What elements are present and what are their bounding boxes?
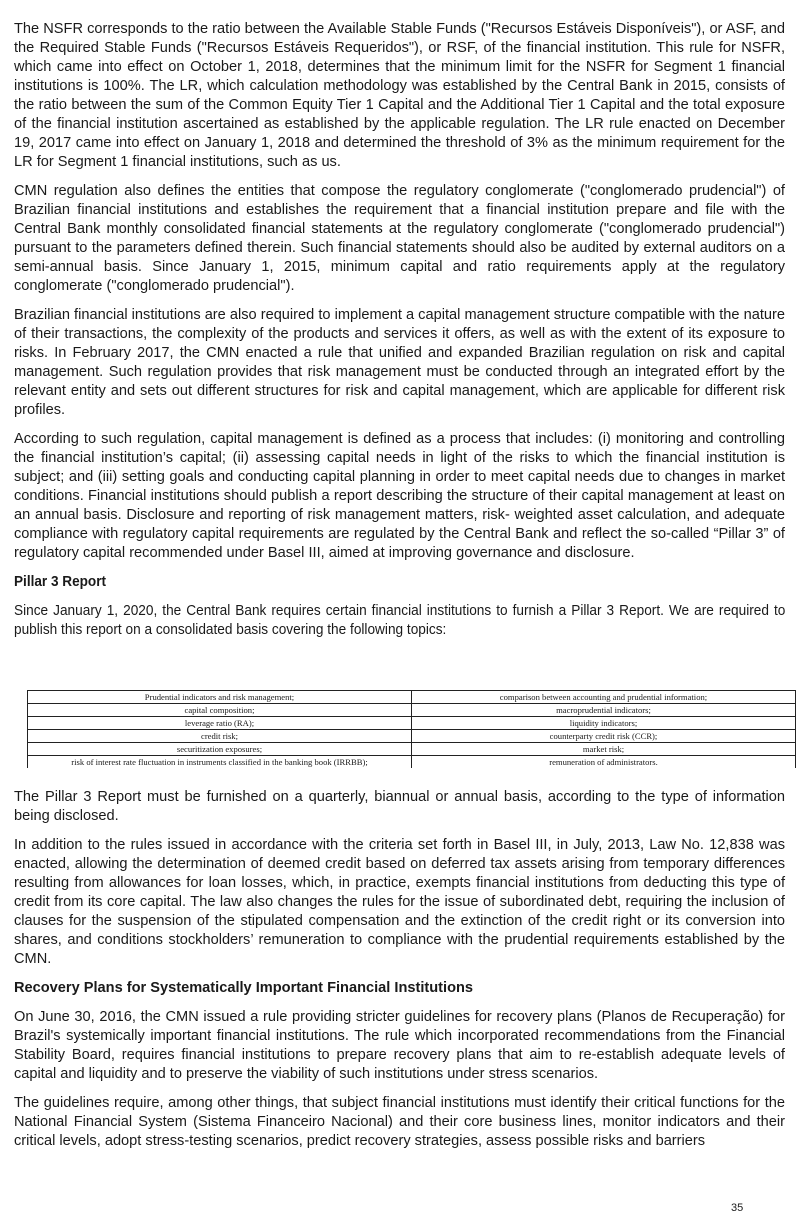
page-number: 35 bbox=[731, 1202, 744, 1214]
table-cell: counterparty credit risk (CCR); bbox=[412, 730, 796, 743]
paragraph-pillar3-intro: Since January 1, 2020, the Central Bank requires certain financial institutions to furnish a Pillar 3 Report. We are required to publish this report on a consolidated basis covering the following topics: bbox=[14, 603, 786, 638]
table-row bbox=[28, 691, 796, 704]
table-cell: remuneration of administrators. bbox=[412, 756, 796, 769]
table-cell: comparison between accounting and prudential information; bbox=[412, 691, 796, 704]
table-cell: Prudential indicators and risk management; bbox=[28, 691, 412, 704]
paragraph-recovery-plans-rule: On June 30, 2016, the CMN issued a rule providing stricter guidelines for recovery plans (Planos de Recuperação) for Brazil's systemically important financial institutions. The rule which incorporated recommendations from the Financial Stability Board, requires financial institutions to prepare recovery plans that aim to re-establish adequate levels of capital and liquidity and to preserve the viability of such institutions under stress scenarios. bbox=[14, 1009, 785, 1082]
table-row bbox=[28, 704, 796, 717]
paragraph-recovery-guidelines: The guidelines require, among other things, that subject financial institutions must identify their critical functions for the National Financial System (Sistema Financeiro Nacional) and their core business lines, monitor indicators and their critical levels, adopt stress-testing scenarios, predict recovery strategies, assess possible risks and barriers bbox=[14, 1095, 785, 1149]
document-page-continued bbox=[14, 788, 785, 1151]
paragraph-capital-management-structure: Brazilian financial institutions are also required to implement a capital management structure compatible with the nature of their transactions, the complexity of the products and services it offers, as well as with the extent of its exposure to risks. In February 2017, the CMN enacted a rule that unified and expanded Brazilian regulation on risk and capital management. Such regulation provides that risk management must be conducted through an integrated effort by the relevant entity and sets out different structures for risk and capital management, which are applicable for different risk profiles. bbox=[14, 307, 785, 418]
table-cell: credit risk; bbox=[28, 730, 412, 743]
pillar3-topics-table bbox=[27, 690, 796, 768]
table-cell: capital composition; bbox=[28, 704, 412, 717]
table-cell: liquidity indicators; bbox=[412, 717, 796, 730]
paragraph-nsfr-lr: The NSFR corresponds to the ratio between the Available Stable Funds ("Recursos Estáveis Disponíveis"), or ASF, and the Required Stable Funds ("Recursos Estáveis Requeridos"), or RSF, of the financial institution. This rule for NSFR, which came into effect on October 1, 2018, determines that the minimum limit for the NSFR for Segment 1 financial institutions is 100%. The LR, which calculation methodology was established by the Central Bank in 2015, consists of the ratio between the sum of the Common Equity Tier 1 Capital and the Additional Tier 1 Capital and the total exposure of the financial institution ascertained as established by the applicable regulation. The LR rule enacted on December 19, 2017 came into effect on January 1, 2018 and determined the threshold of 3% as the minimum requirement for the LR for Segment 1 financial institutions, such as us. bbox=[14, 21, 785, 170]
table-row bbox=[28, 743, 796, 756]
paragraph-law-12838: In addition to the rules issued in accordance with the criteria set forth in Basel III, in July, 2013, Law No. 12,838 was enacted, allowing the determination of deemed credit based on deferred tax assets arising from temporary differences resulting from allowances for loan losses, which, in practice, exempts financial institutions from deducting this type of credit from its core capital. The law also changes the rules for the issue of subordinated debt, requiring the inclusion of clauses for the suspension of the stipulated compensation and the extinction of the credit right or its conversion into shares, and conditions stockholders’ remuneration to compliance with the prudential requirements established by the CMN. bbox=[14, 837, 785, 967]
paragraph-capital-management-process: According to such regulation, capital management is defined as a process that includes: (i) monitoring and controlling the financial institution’s capital; (ii) assessing capital needs in light of the risks to which the financial institution is subject; and (iii) setting goals and conducting capital planning in order to meet capital needs due to changes in market conditions. Financial institutions should publish a report describing the structure of their capital management at least on an annual basis. Disclosure and reporting of risk management matters, risk- weighted asset calculation, and adequate compliance with regulatory capital requirements are regulated by the Central Bank and reflect the so-called “Pillar 3” of regulatory capital recommended under Basel III, aimed at improving governance and disclosure. bbox=[14, 431, 785, 561]
paragraph-regulatory-conglomerate: CMN regulation also defines the entities that compose the regulatory conglomerate ("conglomerado prudencial") of Brazilian financial institutions and establishes the requirement that a financial institution prepare and file with the Central Bank monthly consolidated financial statements at the regulatory conglomerate ("conglomerado prudencial") pursuant to the parameters defined therein. Such financial statements should also be audited by external auditors on a semi-annual basis. Since January 1, 2015, minimum capital and ratio requirements apply at the regulatory conglomerate ("conglomerado prudencial"). bbox=[14, 183, 785, 294]
table-row bbox=[28, 730, 796, 743]
heading-pillar3-report: Pillar 3 Report bbox=[14, 574, 107, 590]
table-cell: market risk; bbox=[412, 743, 796, 756]
table-row bbox=[28, 756, 796, 769]
table-row bbox=[28, 717, 796, 730]
document-page bbox=[14, 20, 785, 640]
table-cell: macroprudential indicators; bbox=[412, 704, 796, 717]
table-cell: securitization exposures; bbox=[28, 743, 412, 756]
table-cell: risk of interest rate fluctuation in instruments classified in the banking book (IRRBB); bbox=[28, 756, 412, 769]
heading-recovery-plans: Recovery Plans for Systematically Important Financial Institutions bbox=[14, 980, 474, 996]
paragraph-pillar3-frequency: The Pillar 3 Report must be furnished on a quarterly, biannual or annual basis, according to the type of information being disclosed. bbox=[14, 789, 785, 824]
table-cell: leverage ratio (RA); bbox=[28, 717, 412, 730]
